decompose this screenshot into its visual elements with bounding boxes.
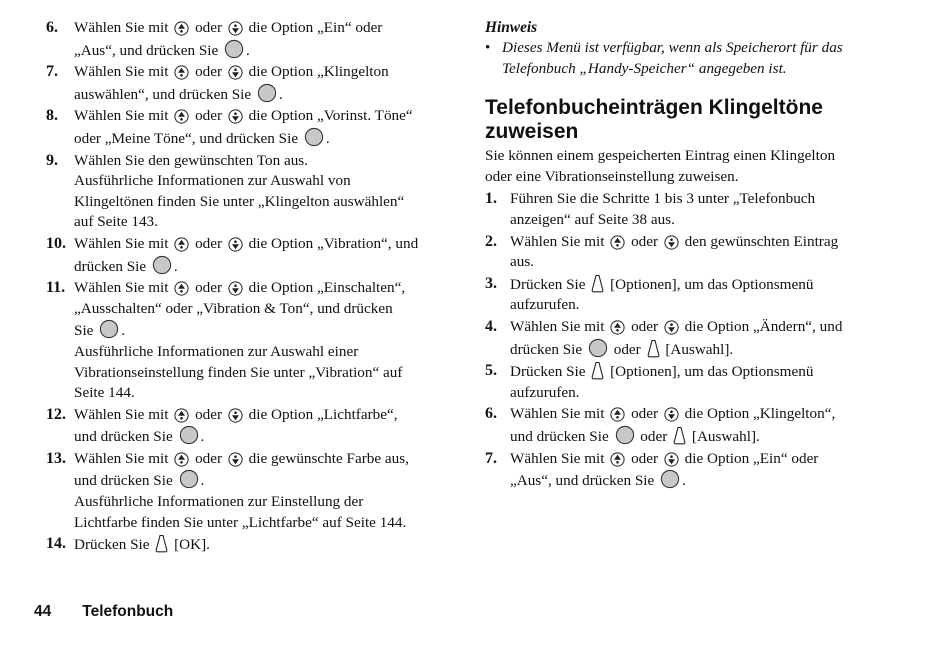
step-number: 7. (485, 449, 497, 467)
intro-line: Sie können einem gespeicherten Eintrag einen Klingelton (485, 147, 836, 165)
step-number: 8. (46, 107, 58, 125)
step-line (74, 255, 448, 278)
step-text: oder (627, 317, 662, 335)
step-line (74, 492, 448, 513)
step-text: Wählen Sie mit (74, 107, 173, 125)
note-bullet: • (485, 39, 491, 56)
step-text: „Ausschalten“ oder „Vibration & Ton“, und drücken (74, 299, 393, 317)
step-number: 10. (46, 234, 66, 252)
step-number: 12. (46, 405, 66, 423)
step-text: Klingeltönen finden Sie unter „Klingelton auswählen“ (74, 192, 405, 210)
step-text: oder (191, 107, 226, 125)
nav-down-icon (228, 281, 243, 296)
step-item (485, 404, 905, 447)
step-line (74, 18, 448, 39)
step-text: Wählen Sie mit (74, 449, 173, 467)
nav-down-icon (228, 237, 243, 252)
nav-down-icon (664, 407, 679, 422)
step-text: den gewünschten Eintrag (680, 232, 839, 250)
step-number: 1. (485, 190, 497, 208)
intro-line: oder eine Vibrationseinstellung zuweisen. (485, 167, 739, 185)
step-line (74, 383, 448, 404)
nav-down-icon (228, 109, 243, 124)
step-text: die Option „Vorinst. Töne“ (244, 107, 413, 125)
page-number: 44 (34, 603, 52, 620)
step-text: die Option „Lichtfarbe“, (244, 405, 398, 423)
step-line (510, 338, 905, 361)
step-line (74, 192, 448, 213)
step-item (46, 405, 448, 448)
step-text: oder (191, 449, 226, 467)
step-text: Lichtfarbe finden Sie unter „Lichtfarbe“ auf Seite 144. (74, 513, 407, 531)
nav-down-icon (664, 320, 679, 335)
step-text: Drücken Sie (74, 536, 154, 554)
step-text: Wählen Sie mit (510, 449, 609, 467)
step-line (74, 299, 448, 320)
step-line (510, 210, 905, 231)
nav-down-icon (664, 235, 679, 250)
step-text: Sie (74, 322, 98, 340)
step-text: Führen Sie die Schritte 1 bis 3 unter „Telefonbuch (510, 190, 816, 208)
step-item (46, 62, 448, 105)
right-column (485, 18, 905, 493)
nav-up-icon (610, 407, 625, 422)
step-text: die Option „Ändern“, und (680, 317, 843, 335)
step-line (510, 404, 905, 425)
step-text: „Aus“, und drücken Sie (74, 41, 223, 59)
nav-up-icon (174, 109, 189, 124)
step-number: 6. (485, 405, 497, 423)
step-text: oder (627, 449, 662, 467)
step-item (46, 151, 448, 233)
step-line (74, 405, 448, 426)
step-text: oder (627, 232, 662, 250)
step-line (510, 425, 905, 448)
step-item (485, 361, 905, 403)
step-text: auf Seite 143. (74, 213, 158, 231)
left-column (46, 18, 448, 557)
step-line (510, 189, 905, 210)
step-text: Drücken Sie (510, 363, 590, 381)
step-line (74, 83, 448, 106)
step-text: aufzurufen. (510, 296, 580, 314)
center-key-icon (257, 83, 277, 103)
step-text: oder (191, 405, 226, 423)
step-item (46, 534, 448, 556)
step-text: die Option „Einschalten“, (244, 279, 406, 297)
step-line (74, 513, 448, 534)
step-line (74, 425, 448, 448)
step-text: . (246, 41, 250, 59)
center-key-icon (615, 425, 635, 445)
step-item (46, 106, 448, 149)
nav-down-icon (228, 408, 243, 423)
step-text: [Optionen], um das Optionsmenü (606, 363, 814, 381)
step-text: [Auswahl]. (661, 340, 734, 358)
step-line (510, 383, 905, 404)
step-item (46, 18, 448, 61)
step-text: die Option „Vibration“, und (244, 234, 419, 252)
center-key-icon (304, 127, 324, 147)
step-number: 3. (485, 274, 497, 292)
step-line (510, 274, 905, 296)
step-text: Ausführliche Informationen zur Auswahl von (74, 172, 351, 190)
step-text: [OK]. (170, 536, 210, 554)
step-text: die Option „Ein“ oder (244, 19, 383, 36)
step-line (74, 171, 448, 192)
step-text: auswählen“, und drücken Sie (74, 85, 255, 103)
step-line (74, 106, 448, 127)
right-step-list (485, 189, 905, 491)
step-number: 9. (46, 151, 58, 169)
heading-line: Telefonbucheinträgen Klingeltöne (485, 96, 823, 120)
step-text: . (200, 472, 205, 490)
nav-up-icon (174, 281, 189, 296)
step-text: Wählen Sie den gewünschten Ton aus. (74, 151, 309, 169)
step-text: oder (627, 405, 662, 423)
note-line: Telefonbuch „Handy-Speicher“ angegeben ist. (502, 59, 787, 77)
step-text: die gewünschte Farbe aus, (244, 449, 409, 467)
step-text: oder (191, 234, 226, 252)
step-text: drücken Sie (74, 257, 150, 275)
nav-down-icon (228, 452, 243, 467)
page-footer (34, 603, 173, 621)
step-text: anzeigen“ auf Seite 38 aus. (510, 210, 675, 228)
step-number: 6. (46, 19, 58, 36)
step-text: . (173, 257, 178, 275)
nav-up-icon (174, 452, 189, 467)
step-line (74, 39, 448, 62)
step-number: 4. (485, 317, 497, 335)
note-line: Dieses Menü ist verfügbar, wenn als Speicherort für das (502, 39, 843, 56)
step-line (510, 252, 905, 273)
step-text: und drücken Sie (74, 428, 177, 446)
step-line (74, 342, 448, 363)
step-text: Wählen Sie mit (74, 234, 173, 252)
step-line (74, 151, 448, 172)
step-number: 5. (485, 362, 497, 380)
step-line (74, 449, 448, 470)
step-line (510, 469, 905, 492)
center-key-icon (99, 319, 119, 339)
step-text: und drücken Sie (510, 427, 613, 445)
step-text: aus. (510, 253, 535, 271)
step-text: Wählen Sie mit (74, 19, 173, 36)
step-text: . (200, 428, 205, 446)
nav-down-icon (664, 452, 679, 467)
nav-up-icon (174, 21, 189, 36)
step-text: oder „Meine Töne“, und drücken Sie (74, 129, 302, 147)
section-name: Telefonbuch (82, 603, 174, 620)
step-item (485, 189, 905, 230)
nav-up-icon (610, 452, 625, 467)
step-line (510, 232, 905, 253)
step-line (74, 127, 448, 150)
step-item (485, 274, 905, 316)
step-text: . (278, 85, 283, 103)
step-item (485, 449, 905, 492)
step-text: drücken Sie (510, 340, 586, 358)
softkey-icon (647, 339, 660, 358)
note (485, 38, 905, 79)
step-text: die Option „Ein“ oder (680, 449, 819, 467)
step-line (74, 212, 448, 233)
step-text: Wählen Sie mit (510, 317, 609, 335)
step-item (485, 317, 905, 360)
step-text: Drücken Sie (510, 275, 590, 293)
step-text: [Optionen], um das Optionsmenü (606, 275, 814, 293)
intro-text (485, 146, 905, 187)
step-item (485, 232, 905, 273)
center-key-icon (179, 469, 199, 489)
step-number: 13. (46, 449, 66, 467)
nav-down-icon (228, 65, 243, 80)
step-text: oder (191, 19, 226, 36)
section-heading (485, 96, 905, 143)
center-key-icon (660, 469, 680, 489)
step-text: Wählen Sie mit (510, 232, 609, 250)
step-text: . (121, 322, 126, 340)
heading-line: zuweisen (485, 119, 579, 143)
step-text: Wählen Sie mit (74, 405, 173, 423)
nav-up-icon (174, 408, 189, 423)
step-line (74, 469, 448, 492)
step-text: Wählen Sie mit (510, 405, 609, 423)
step-number: 7. (46, 63, 58, 81)
center-key-icon (179, 425, 199, 445)
step-number: 11. (46, 279, 66, 297)
step-line (510, 317, 905, 338)
step-text: und drücken Sie (74, 472, 177, 490)
step-number: 14. (46, 535, 66, 553)
step-text: die Option „Klingelton (244, 63, 389, 81)
step-text: aufzurufen. (510, 383, 580, 401)
nav-up-icon (610, 320, 625, 335)
step-item (46, 278, 448, 404)
step-line (74, 62, 448, 83)
center-key-icon (224, 39, 244, 59)
nav-up-icon (174, 237, 189, 252)
step-line (74, 278, 448, 299)
nav-up-icon (174, 65, 189, 80)
step-text: Wählen Sie mit (74, 279, 173, 297)
note-title: Hinweis (485, 19, 538, 36)
center-key-icon (588, 338, 608, 358)
nav-up-icon (610, 235, 625, 250)
step-number: 2. (485, 232, 497, 250)
step-text: . (682, 472, 686, 490)
step-text: die Option „Klingelton“, (680, 405, 836, 423)
step-text: oder (609, 340, 645, 358)
step-text: Wählen Sie mit (74, 63, 173, 81)
step-text: . (325, 129, 330, 147)
step-text: oder (191, 279, 226, 297)
step-item (46, 449, 448, 533)
softkey-icon (155, 534, 168, 553)
step-text: oder (636, 427, 672, 445)
center-key-icon (152, 255, 172, 275)
step-item (46, 234, 448, 277)
step-line (74, 534, 448, 556)
step-text: oder (191, 63, 226, 81)
step-text: „Aus“, und drücken Sie (510, 472, 659, 490)
step-text: Vibrationseinstellung finden Sie unter „Vibration“ auf (74, 363, 403, 381)
step-line (74, 363, 448, 384)
step-text: Seite 144. (74, 384, 135, 402)
step-line (510, 449, 905, 470)
step-text: Ausführliche Informationen zur Einstellung der (74, 493, 364, 511)
step-line (510, 361, 905, 383)
softkey-icon (673, 426, 686, 445)
step-line (74, 234, 448, 255)
step-text: Ausführliche Informationen zur Auswahl einer (74, 342, 359, 360)
step-text: [Auswahl]. (688, 427, 760, 445)
step-line (74, 319, 448, 342)
nav-down-icon (228, 21, 243, 36)
softkey-icon (591, 274, 604, 293)
softkey-icon (591, 361, 604, 380)
step-line (510, 295, 905, 316)
